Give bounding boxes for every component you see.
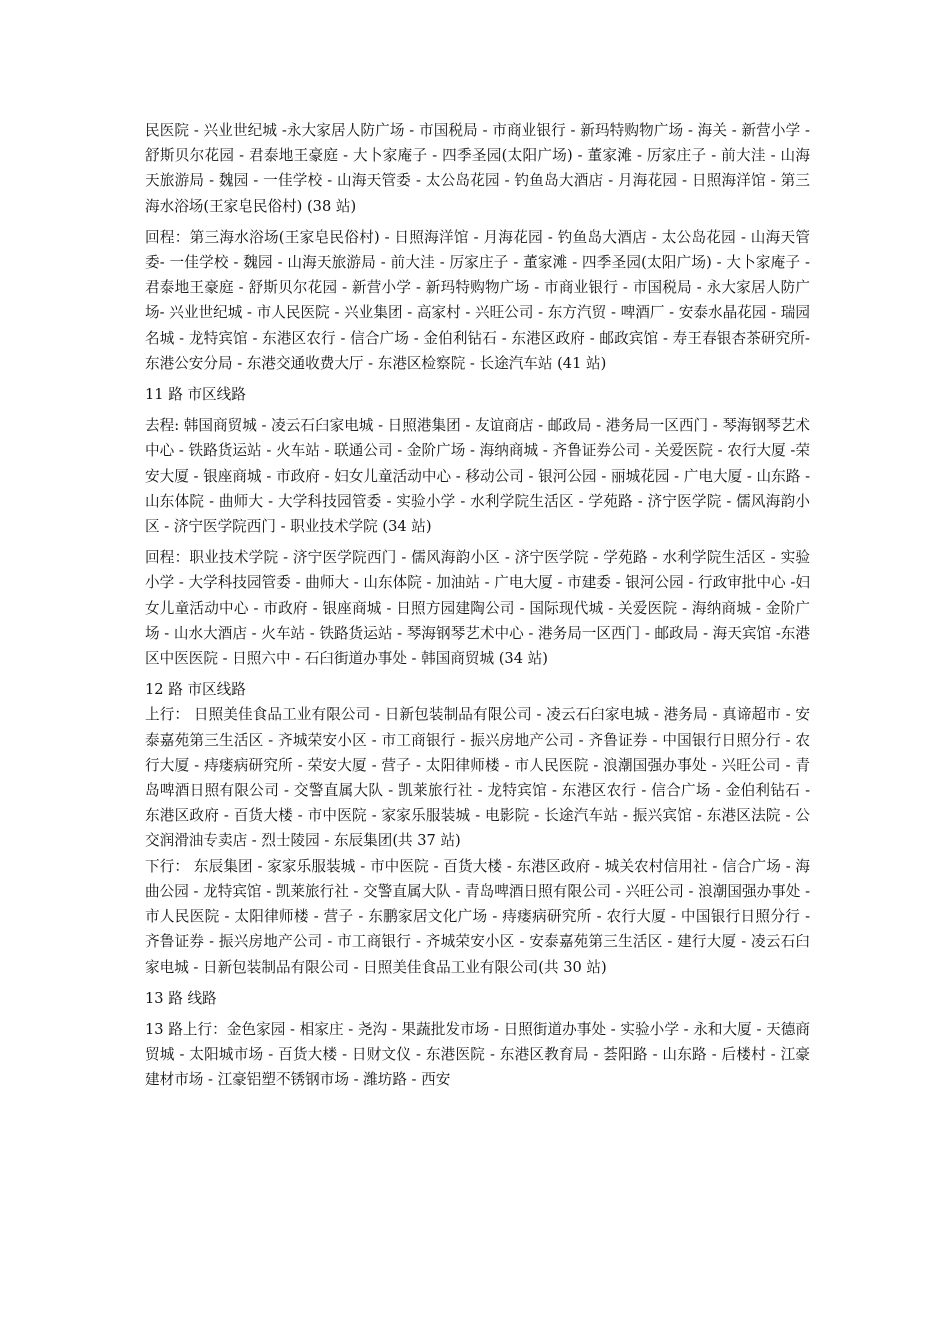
route-11-return: 回程：职业技术学院 - 济宁医学院西门 - 儒风海韵小区 - 济宁医学院 - 学苑路 - 水利学院生活区 - 实验小学 - 大学科技园管委 - 曲师大 - 山东体院 - 加油站 - 广电大厦 - 市建委 - 银河公园 - 行政审批中心 -妇女儿童活动中心 - 市政府 - 银座商城 - 日照方园建陶公司 - 国际现代城 - 关爱医院 - 海纳商城 - 金阶广场 - 山水大酒店 - 火车站 - 铁路货运站 - 琴海钢琴艺术中心 - 港务局一区西门 - 邮政局 - 海天宾馆 -东港区中医医院 - 日照六中 - 石臼街道办事处 - 韩国商贸城 (34 站) xyxy=(145,549,810,668)
route-12-up: 上行： 日照美佳食品工业有限公司 - 日新包装制品有限公司 - 凌云石臼家电城 - 港务局 - 真谛超市 - 安泰嘉苑第三生活区 - 齐城荣安小区 - 市工商银行 - 振兴房地产公司 - 齐鲁证券 - 中国银行日照分行 - 农行大厦 - 痔瘘病研究所 - 荣安大厦 - 营子 - 太阳律师楼 - 市人民医院 - 浪潮国强办事处 - 兴旺公司 - 青岛啤酒日照有限公司 - 交警直属大队 - 凯莱旅行社 - 龙特宾馆 - 东港区农行 - 信合广场 - 金伯利钻石 - 东港区政府 - 百货大楼 - 市中医院 - 家家乐服装城 - 电影院 - 长途汽车站 - 振兴宾馆 - 东港区法院 - 公交润滑油专卖店 - 烈士陵园 - 东辰集团(共 37 站) xyxy=(145,706,810,850)
route-11-heading: 11 路 市区线路 xyxy=(145,386,246,404)
document-page xyxy=(145,118,810,1093)
route-10-return: 回程：第三海水浴场(王家皂民俗村) - 日照海洋馆 - 月海花园 - 钓鱼岛大酒店 - 太公岛花园 - 山海天管委- 一佳学校 - 魏园 - 山海天旅游局 - 前大洼 - 厉家庄子 - 董家滩 - 四季圣园(太阳广场) - 大卜家庵子 -君泰地王豪庭 - 舒斯贝尔花园 - 新营小学 - 新玛特购物广场 - 市商业银行 - 市国税局 - 永大家居人防广场- 兴业世纪城 - 市人民医院 - 兴业集团 - 高家村 - 兴旺公司 - 东方汽贸 - 啤酒厂 - 安泰水晶花园 - 瑞园名城 - 龙特宾馆 - 东港区农行 - 信合广场 - 金伯利钻石 - 东港区政府 - 邮政宾馆 - 寿王春银杏茶研究所- 东港公安分局 - 东港交通收费大厅 - 东港区检察院 - 长途汽车站 (41 站) xyxy=(145,228,810,372)
route-13-up: 13 路上行：金色家园 - 相家庄 - 尧沟 - 果蔬批发市场 - 日照街道办事处 - 实验小学 - 永和大厦 - 天德商贸城 - 太阳城市场 - 百货大楼 - 日财文仪 - 东港医院 - 东港区教育局 - 荟阳路 - 山东路 - 后楼村 - 江豪建材市场 - 江豪铝塑不锈钢市场 - 潍坊路 - 西安 xyxy=(145,1020,810,1089)
route-11-outbound: 去程: 韩国商贸城 - 凌云石臼家电城 - 日照港集团 - 友谊商店 - 邮政局 - 港务局一区西门 - 琴海钢琴艺术中心 - 铁路货运站 - 火车站 - 联通公司 - 金阶广场 - 海纳商城 - 齐鲁证券公司 - 关爱医院 - 农行大厦 -荣安大厦 - 银座商城 - 市政府 - 妇女儿童活动中心 - 移动公司 - 银河公园 - 丽城花园 - 广电大厦 - 山东路 - 山东体院 - 曲师大 - 大学科技园管委 - 实验小学 - 水利学院生活区 - 学苑路 - 济宁医学院 - 儒风海韵小区 - 济宁医学院西门 - 职业技术学院 (34 站) xyxy=(145,417,810,536)
route-13-heading: 13 路 线路 xyxy=(145,989,217,1007)
route-10-outbound-tail: 民医院 - 兴业世纪城 -永大家居人防广场 - 市国税局 - 市商业银行 - 新玛特购物广场 - 海关 - 新营小学 - 舒斯贝尔花园 - 君泰地王豪庭 - 大卜家庵子 - 四季圣园(太阳广场) - 董家滩 - 厉家庄子 - 前大洼 - 山海天旅游局 - 魏园 - 一佳学校 - 山海天管委 - 太公岛花园 - 钓鱼岛大酒店 - 月海花园 - 日照海洋馆 - 第三海水浴场(王家皂民俗村) (38 站) xyxy=(145,122,810,215)
route-12-down: 下行： 东辰集团 - 家家乐服装城 - 市中医院 - 百货大楼 - 东港区政府 - 城关农村信用社 - 信合广场 - 海曲公园 - 龙特宾馆 - 凯莱旅行社 - 交警直属大队 - 青岛啤酒日照有限公司 - 兴旺公司 - 浪潮国强办事处 - 市人民医院 - 太阳律师楼 - 营子 - 东鹏家居文化广场 - 痔瘘病研究所 - 农行大厦 - 中国银行日照分行 - 齐鲁证券 - 振兴房地产公司 - 市工商银行 - 齐城荣安小区 - 安泰嘉苑第三生活区 - 建行大厦 - 凌云石臼家电城 - 日新包装制品有限公司 - 日照美佳食品工业有限公司(共 30 站) xyxy=(145,857,810,976)
route-12-heading: 12 路 市区线路 xyxy=(145,681,246,699)
